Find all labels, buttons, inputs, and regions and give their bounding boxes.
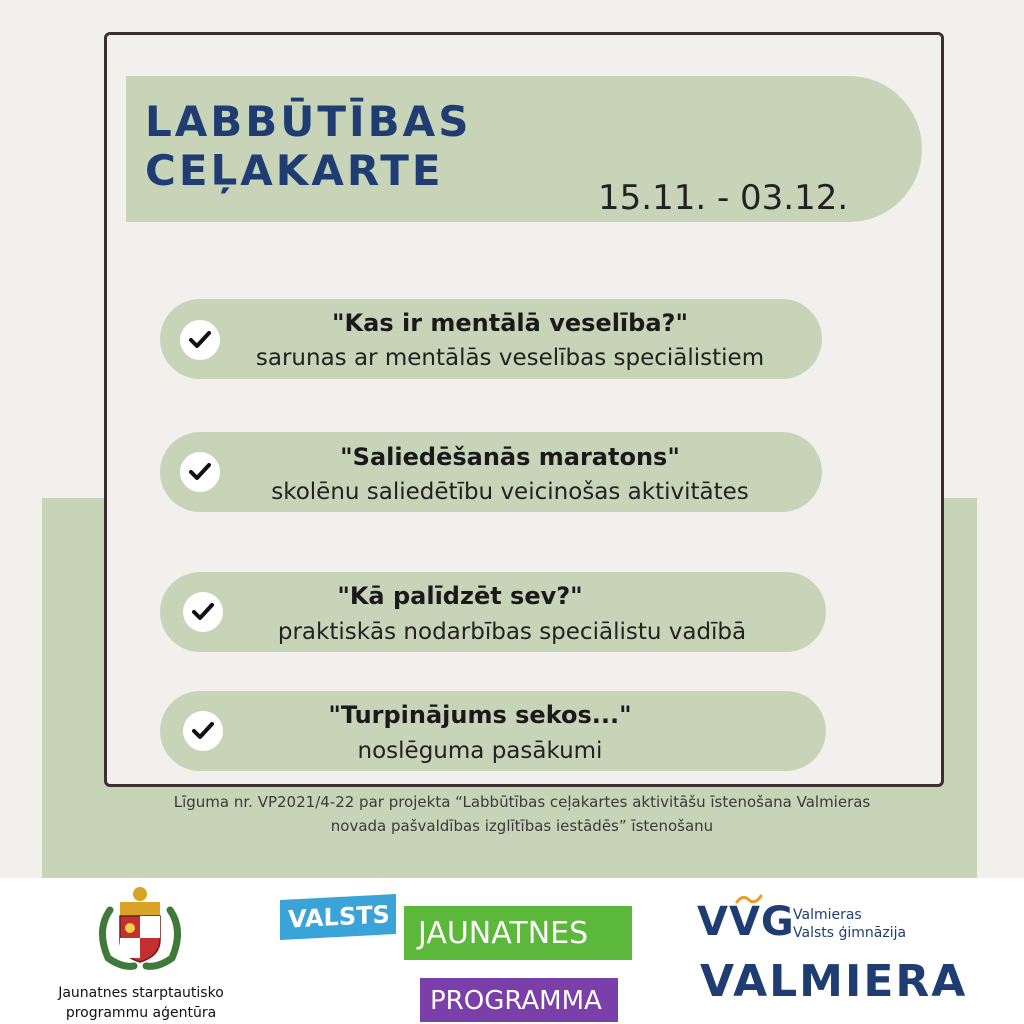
item-subtitle: noslēguma pasākumi (357, 738, 603, 764)
vjp-word-programma: PROGRAMMA (430, 986, 602, 1016)
item-title: "Saliedēšanās maratons" (340, 443, 680, 471)
vvg-name-line-1: Valmieras (793, 907, 862, 923)
vjp-banner-valsts (280, 894, 396, 940)
item-title: "Turpinājums sekos..." (328, 701, 632, 729)
title-line-2: CEĻAKARTE (145, 146, 444, 195)
vvg-name-line-2: Valsts ģimnāzija (793, 925, 907, 941)
vjp-banner-jaunatnes (404, 906, 632, 960)
contract-line-1: Līguma nr. VP2021/4-22 par projekta “Labbūtības ceļakartes aktivitāšu īstenošana Valmieras (173, 793, 871, 811)
vjp-word-jaunatnes: JAUNATNES (418, 916, 589, 951)
item-title: "Kā palīdzēt sev?" (337, 582, 583, 610)
date-range: 15.11. - 03.12. (598, 178, 849, 218)
contract-line-2: novada pašvaldības izglītības iestādēs” īstenošanu (330, 817, 714, 835)
vvg-name (793, 906, 906, 942)
agency-name-line-2: programmu aģentūra (65, 1005, 217, 1021)
vjp-banner-programma (420, 978, 618, 1022)
vjp-word-valsts: VALSTS (288, 900, 390, 934)
item-subtitle: skolēnu saliedētību veicinošas aktivitātes (271, 479, 749, 505)
item-subtitle: sarunas ar mentālās veselības speciālistiem (255, 345, 765, 371)
item-subtitle: praktiskās nodarbības speciālistu vadībā (277, 619, 747, 645)
checkmark-icon (180, 452, 220, 492)
item-title: "Kas ir mentālā veselība?" (332, 309, 688, 337)
vvg-logo: VVG (697, 899, 795, 945)
agency-name (32, 983, 250, 1023)
contract-note (112, 790, 932, 838)
coat-of-arms-icon (92, 880, 188, 972)
title-line-1: LABBŪTĪBAS (145, 97, 472, 146)
valmiera-logo: VALMIERA (700, 956, 968, 1007)
agency-name-line-1: Jaunatnes starptautisko (58, 985, 224, 1001)
checkmark-icon (180, 320, 220, 360)
